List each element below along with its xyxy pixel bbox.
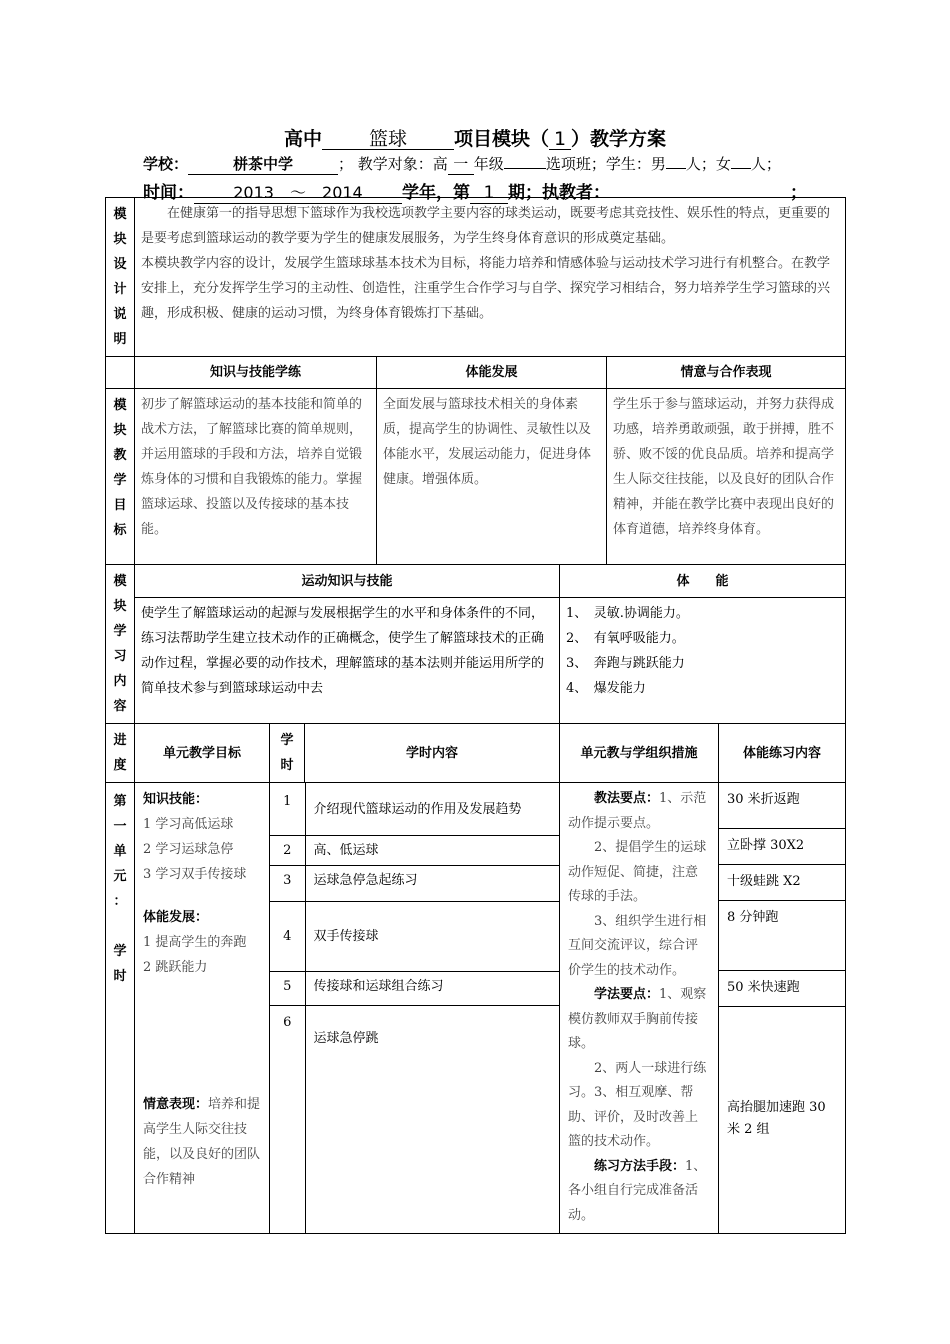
male-count — [666, 168, 686, 169]
goals-affective: 学生乐于参与篮球运动，并努力获得成功感，培养勇敢顽强，敢于拼搏，胜不骄、败不馁的优良品质。培养和提高学生人际交往技能，以及良好的团队合作精神，并能在教学比赛中表现出良好的体育道德，培养终身体育。 — [607, 389, 846, 565]
lesson-content: 运球急停跳 — [313, 1030, 379, 1046]
title-sport: 篮球 — [322, 129, 454, 150]
lesson-no: 6 — [270, 1005, 305, 1233]
header-unit-goals: 单元教学目标 — [135, 724, 270, 783]
header-methods: 单元教与学组织措施 — [560, 724, 719, 783]
teaching-plan-table — [105, 197, 846, 1234]
fitness-item: 4、 爆发能力 — [566, 681, 646, 697]
fitness-goal-item: 1 提高学生的奔跑 — [143, 935, 247, 950]
lesson-content: 双手传接球 — [305, 901, 559, 971]
affective-title: 情意表现： — [143, 1097, 209, 1112]
design-paragraph: 在健康第一的指导思想下篮球作为我校选项教学主要内容的球类运动，既要考虑其竞技性、娱乐性的特点，更重要的是要考虑到篮球运动的教学要为学生的健康发展服务，为学生终身体育意识的形成奠定基础。 — [141, 206, 831, 246]
practice-point: 1、各小组自行完成准备活动。 — [568, 1158, 707, 1223]
grade-num: 一 — [448, 154, 474, 175]
progress-label: 进 度 — [106, 724, 135, 783]
unit1-methods — [560, 783, 719, 1234]
skill-item: 3 学习双手传接球 — [143, 867, 247, 882]
skill-item: 2 学习运球急停 — [143, 842, 234, 857]
fitness-title: 体能发展： — [143, 910, 209, 925]
goals-header-knowledge: 知识与技能学练 — [135, 357, 377, 389]
target-label: ； 教学对象：高 — [338, 155, 448, 173]
lesson-no: 5 — [270, 971, 305, 1005]
lesson-content: 运球急停急起练习 — [305, 865, 559, 901]
content-knowledge: 使学生了解篮球运动的起源与发展根据学生的水平和身体条件的不同，练习法帮助学生建立技术动作的正确概念，使学生了解篮球技术的正确动作过程，掌握必要的动作技术，理解篮球的基本法则并能运用所学的简单技术参与到篮球球运动中去 — [135, 598, 560, 724]
year-sep: ～ — [289, 183, 306, 202]
title-module-no: 1 — [549, 129, 571, 150]
goals-row — [106, 389, 846, 565]
term-label: 期；执教者： — [508, 183, 610, 203]
fitness-practice-list — [719, 783, 845, 1231]
lesson-no: 1 — [270, 783, 305, 835]
fitness-practice-item: 8 分钟跑 — [719, 901, 845, 971]
content-fitness-list — [560, 598, 846, 724]
end-mark: ； — [790, 183, 807, 203]
fitness-practice-item: 十级蛙跳 X2 — [719, 865, 845, 901]
time-label: 时间： — [143, 183, 194, 203]
unit1-goals — [135, 783, 270, 1234]
year-start: 2013 — [233, 183, 274, 202]
unit1-label: 第 一 单 元 ： 学 时 — [106, 783, 135, 1234]
content-header-fitness: 体 能 — [560, 565, 846, 598]
lesson-no: 3 — [270, 865, 305, 901]
fitness-item: 2、 有氧呼吸能力。 — [566, 631, 685, 647]
lesson-row — [270, 865, 559, 901]
goals-label: 模 块 教 学 目 标 — [106, 389, 135, 565]
practice-block — [568, 1155, 710, 1229]
fitness-practice-item: 30 米折返跑 — [719, 783, 845, 829]
practice-title: 练习方法手段： — [594, 1158, 686, 1174]
year-end: 2014 — [322, 183, 363, 202]
goals-knowledge: 初步了解篮球运动的基本技能和简单的战术方法，了解篮球比赛的简单规则，并运用篮球的手段和方法，培养自觉锻炼身体的习惯和自我锻炼的能力。掌握篮球运球、投篮以及传接球的基本技能。 — [135, 389, 377, 565]
elective-label: 选项班；学生：男 — [545, 155, 666, 173]
lesson-table — [270, 783, 559, 1233]
fitness-goal-item: 2 跳跃能力 — [143, 960, 208, 975]
content-label: 模 块 学 习 内 容 — [106, 565, 135, 724]
design-paragraph: 本模块教学内容的设计，发展学生篮球球基本技术为目标，将能力培养和情感体验与运动技术学习进行有机整合。在教学安排上，充分发挥学生学习的主动性、创造性，注重学生合作学习与自学、探究学习相结合，努力培养学生学习篮球的兴趣，形成积极、健康的运动习惯，为终身体育锻炼打下基础。 — [141, 256, 831, 321]
goals-header-row — [106, 357, 846, 389]
content-header-row — [106, 565, 846, 598]
goals-header-affective: 情意与合作表现 — [607, 357, 846, 389]
skill-title: 知识技能： — [143, 792, 209, 807]
school-line — [143, 153, 781, 175]
title-prefix: 高中 — [283, 128, 322, 150]
title-suffix: ）教学方案 — [571, 128, 667, 150]
unit1-row — [106, 783, 846, 1234]
male-unit: 人；女 — [685, 155, 731, 173]
skill-item: 1 学习高低运球 — [143, 817, 234, 832]
learn-point: 2、两人一球进行练习。3、相互观摩、帮助、评价，及时改善上篮的技术动作。 — [568, 1060, 707, 1149]
affective-text: 培养和提高学生人际交往技能，以及良好的团队合作精神 — [143, 1097, 261, 1187]
goals-header-fitness: 体能发展 — [377, 357, 607, 389]
design-label: 模 块 设 计 说 明 — [106, 198, 135, 357]
lesson-no: 2 — [270, 835, 305, 865]
progress-header-row — [106, 724, 846, 783]
content-header-knowledge: 运动知识与技能 — [135, 565, 560, 598]
learn-point: 1、观察模仿教师双手胸前传接球。 — [568, 987, 707, 1051]
design-text — [135, 198, 846, 357]
school-label: 学校： — [143, 155, 189, 173]
lesson-content: 介绍现代篮球运动的作用及发展趋势 — [305, 783, 559, 835]
header-hours: 学 时 — [270, 724, 305, 783]
female-count — [731, 168, 751, 169]
learn-block — [568, 983, 710, 1057]
content-row — [106, 598, 846, 724]
lesson-no: 4 — [270, 901, 305, 971]
goals-fitness: 全面发展与篮球技术相关的身体素质，提高学生的协调性、灵敏性以及体能水平，发展运动能力，促进身体健康。增强体质。 — [377, 389, 607, 565]
title-middle: 项目模块（ — [453, 128, 549, 150]
header-lesson-content: 学时内容 — [305, 724, 560, 783]
fitness-item: 3、 奔跑与跳跃能力 — [566, 656, 685, 672]
fitness-practice-item: 50 米快速跑 — [719, 971, 845, 1007]
unit1-lessons — [270, 783, 560, 1234]
teach-point: 2、提倡学生的运球动作短促、简捷，注意传球的手法。 — [568, 840, 707, 904]
school-name: 栟茶中学 — [188, 154, 338, 175]
learn-title: 学法要点： — [594, 987, 660, 1002]
female-unit: 人； — [750, 155, 781, 173]
header-fitness-practice: 体能练习内容 — [719, 724, 846, 783]
design-row — [106, 198, 846, 357]
lesson-row — [270, 971, 559, 1005]
lesson-content: 高、低运球 — [305, 835, 559, 865]
lesson-row — [270, 835, 559, 865]
lesson-row — [270, 901, 559, 971]
term: 1 — [470, 183, 508, 204]
lesson-row — [270, 1005, 559, 1233]
fitness-practice-item: 立卧撑 30X2 — [719, 829, 845, 865]
document-title — [0, 124, 950, 151]
lesson-row — [270, 783, 559, 835]
fitness-item: 1、 灵敏.协调能力。 — [566, 606, 689, 622]
fitness-practice-item: 高抬腿加速跑 30 米 2 组 — [727, 1100, 826, 1137]
unit1-fitness — [719, 783, 846, 1234]
grade-label: 年级 — [473, 155, 504, 173]
teach-point: 1、示范动作提示要点。 — [568, 791, 707, 831]
year-label: 学年，第 — [402, 183, 470, 203]
affective-block — [143, 1092, 261, 1192]
teach-block — [568, 787, 710, 836]
teach-title: 教法要点： — [594, 791, 660, 806]
lesson-content: 传接球和运球组合练习 — [305, 971, 559, 1005]
teach-point: 3、组织学生进行相互间交流评议，综合评价学生的技术动作。 — [568, 913, 707, 978]
